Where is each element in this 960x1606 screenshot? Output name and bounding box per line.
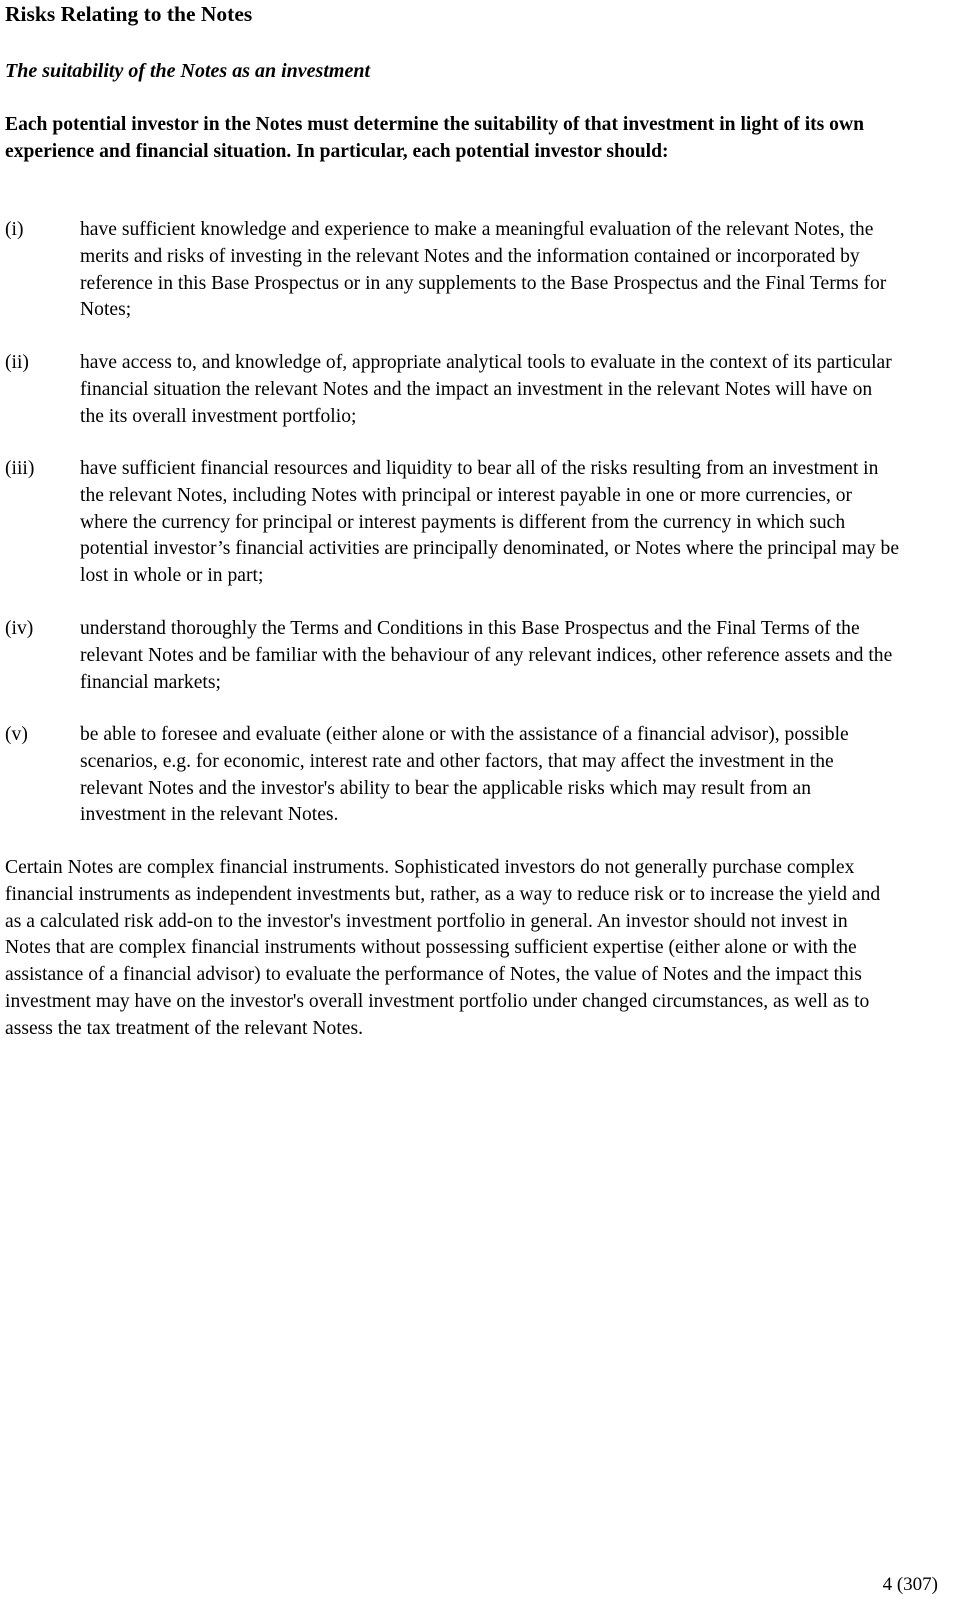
list-item-marker: (ii) bbox=[5, 352, 29, 373]
section-heading: Risks Relating to the Notes bbox=[5, 2, 253, 26]
list-item-text: understand thoroughly the Terms and Conditions in this Base Prospectus and the Final Terms of the relevant Notes and be familiar with the behaviour of any relevant indices, other reference assets and the financial markets; bbox=[80, 618, 893, 693]
closing-paragraph: Certain Notes are complex financial instruments. Sophisticated investors do not generally purchase complex financial instruments as independent investments but, rather, as a way to reduce risk or to increase the yield and as a calculated risk add-on to the investor's investment portfolio in general. An investor should not invest in Notes that are complex financial instruments without possessing sufficient expertise (either alone or with the assistance of a financial advisor) to evaluate the performance of Notes, the value of Notes and the impact this investment may have on the investor's overall investment portfolio under changed circumstances, as well as to assess the tax treatment of the relevant Notes. bbox=[5, 857, 881, 1039]
list-item-marker: (iv) bbox=[5, 618, 34, 639]
list-item-text: have sufficient knowledge and experience to make a meaningful evaluation of the relevant Notes, the merits and risks of investing in the relevant Notes and the information contained or incorporated by reference in this Base Prospectus or in any supplements to the Base Prospectus and the Final Terms for Notes; bbox=[80, 219, 887, 321]
section-subheading: The suitability of the Notes as an investment bbox=[5, 60, 371, 82]
list-item-marker: (v) bbox=[5, 724, 28, 745]
intro-paragraph: Each potential investor in the Notes must determine the suitability of that investment in light of its own experience and financial situation. In particular, each potential investor should: bbox=[5, 114, 865, 162]
list-item-text: have sufficient financial resources and liquidity to bear all of the risks resulting from an investment in the relevant Notes, including Notes with principal or interest payable in one or more currencies, or where the currency for principal or interest payments is different from the currency in which such potential investor’s financial activities are principally denominated, or Notes where the principal may be lost in whole or in part; bbox=[80, 458, 900, 587]
page-number: 4 (307) bbox=[882, 1574, 938, 1595]
list-item-marker: (i) bbox=[5, 219, 24, 240]
list-item-text: have access to, and knowledge of, appropriate analytical tools to evaluate in the context of its particular financial situation the relevant Notes and the impact an investment in the relevant Notes will have on the its overall investment portfolio; bbox=[80, 352, 892, 427]
list-item-marker: (iii) bbox=[5, 458, 35, 479]
list-item-text: be able to foresee and evaluate (either alone or with the assistance of a financial advisor), possible scenarios, e.g. for economic, interest rate and other factors, that may affect the investment in the relevant Notes and the investor's ability to bear the applicable risks which may result from an investment in the relevant Notes. bbox=[80, 724, 849, 826]
